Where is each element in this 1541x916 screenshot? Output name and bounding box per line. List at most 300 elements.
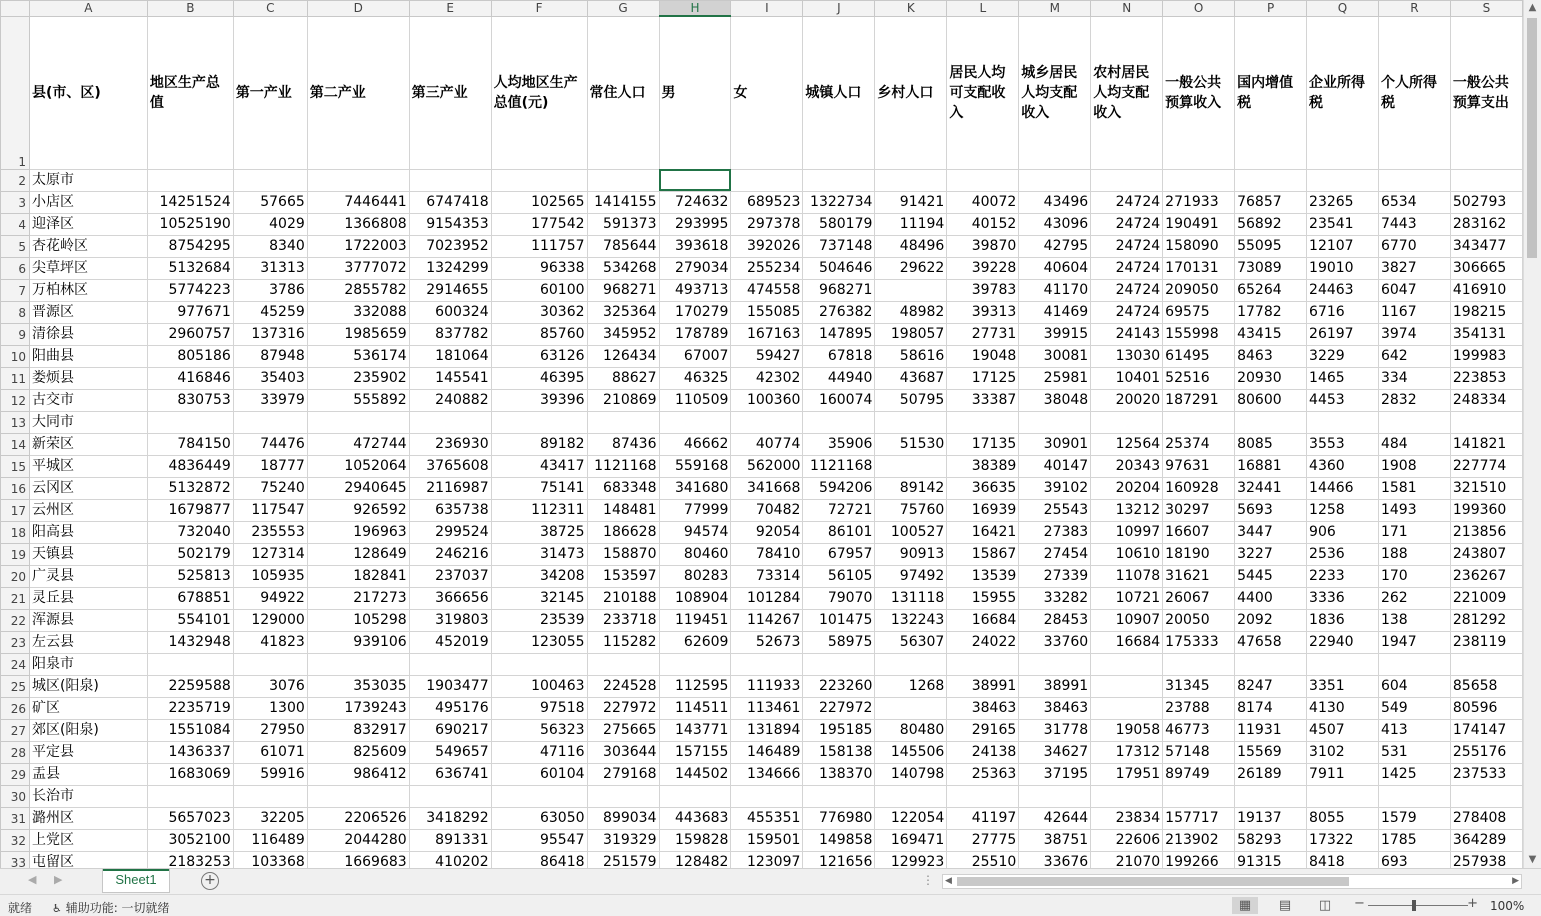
- cell[interactable]: 20020: [1091, 389, 1163, 411]
- next-sheet-icon[interactable]: ▶: [54, 873, 63, 886]
- cell[interactable]: 1785: [1378, 829, 1450, 851]
- cell[interactable]: [307, 653, 409, 675]
- cell[interactable]: 3447: [1235, 521, 1307, 543]
- cell[interactable]: 8085: [1235, 433, 1307, 455]
- cell[interactable]: [803, 653, 875, 675]
- cell[interactable]: 393618: [659, 235, 731, 257]
- cell[interactable]: [1091, 169, 1163, 191]
- cell[interactable]: 968271: [587, 279, 659, 301]
- cell[interactable]: 10401: [1091, 367, 1163, 389]
- tab-splitter-icon[interactable]: ⋮: [922, 873, 934, 887]
- cell[interactable]: 1121168: [803, 455, 875, 477]
- cell[interactable]: 22940: [1307, 631, 1379, 653]
- cell[interactable]: 89182: [491, 433, 587, 455]
- row-header[interactable]: 24: [1, 653, 30, 675]
- cell[interactable]: 48982: [875, 301, 947, 323]
- column-header[interactable]: Q: [1307, 1, 1379, 17]
- cell[interactable]: 121656: [803, 851, 875, 868]
- cell[interactable]: 17951: [1091, 763, 1163, 785]
- header-cell[interactable]: 居民人均可支配收入: [947, 16, 1019, 169]
- grid-view-icon[interactable]: ▦: [1232, 897, 1258, 914]
- cell[interactable]: 上党区: [29, 829, 147, 851]
- cell[interactable]: 1908: [1378, 455, 1450, 477]
- cell[interactable]: 227972: [803, 697, 875, 719]
- cell[interactable]: 169471: [875, 829, 947, 851]
- cell[interactable]: 158870: [587, 543, 659, 565]
- cell[interactable]: 141821: [1450, 433, 1522, 455]
- cell[interactable]: 224528: [587, 675, 659, 697]
- cell[interactable]: 2832: [1378, 389, 1450, 411]
- cell[interactable]: 199983: [1450, 345, 1522, 367]
- cell[interactable]: 56892: [1235, 213, 1307, 235]
- cell[interactable]: 24138: [947, 741, 1019, 763]
- cell[interactable]: 33979: [233, 389, 307, 411]
- cell[interactable]: 199266: [1163, 851, 1235, 868]
- cell[interactable]: 27775: [947, 829, 1019, 851]
- cell[interactable]: 343477: [1450, 235, 1522, 257]
- cell[interactable]: 16684: [1091, 631, 1163, 653]
- cell[interactable]: 127314: [233, 543, 307, 565]
- cell[interactable]: 31778: [1019, 719, 1091, 741]
- cell[interactable]: 240882: [409, 389, 491, 411]
- cell[interactable]: 210869: [587, 389, 659, 411]
- cell[interactable]: [731, 169, 803, 191]
- zoom-out-icon[interactable]: −: [1354, 896, 1365, 911]
- cell[interactable]: 227774: [1450, 455, 1522, 477]
- cell[interactable]: 34208: [491, 565, 587, 587]
- cell[interactable]: 32205: [233, 807, 307, 829]
- cell[interactable]: 17312: [1091, 741, 1163, 763]
- cell[interactable]: 364289: [1450, 829, 1522, 851]
- cell[interactable]: 94574: [659, 521, 731, 543]
- header-cell[interactable]: 第二产业: [307, 16, 409, 169]
- row-header[interactable]: 13: [1, 411, 30, 433]
- cell[interactable]: 33760: [1019, 631, 1091, 653]
- page-layout-icon[interactable]: ▤: [1278, 898, 1292, 913]
- cell[interactable]: 万柏林区: [29, 279, 147, 301]
- cell[interactable]: 19058: [1091, 719, 1163, 741]
- cell[interactable]: 3229: [1307, 345, 1379, 367]
- cell[interactable]: 31345: [1163, 675, 1235, 697]
- cell[interactable]: 236267: [1450, 565, 1522, 587]
- cell[interactable]: 10721: [1091, 587, 1163, 609]
- cell[interactable]: 178789: [659, 323, 731, 345]
- cell[interactable]: 45259: [233, 301, 307, 323]
- cell[interactable]: 187291: [1163, 389, 1235, 411]
- cell[interactable]: 148481: [587, 499, 659, 521]
- cell[interactable]: 2536: [1307, 543, 1379, 565]
- column-header[interactable]: E: [409, 1, 491, 17]
- cell[interactable]: 7446441: [307, 191, 409, 213]
- cell[interactable]: 534268: [587, 257, 659, 279]
- cell[interactable]: [587, 653, 659, 675]
- cell[interactable]: 41823: [233, 631, 307, 653]
- cell[interactable]: 41170: [1019, 279, 1091, 301]
- column-header[interactable]: G: [587, 1, 659, 17]
- row-header[interactable]: 30: [1, 785, 30, 807]
- cell[interactable]: 341680: [659, 477, 731, 499]
- cell[interactable]: [409, 785, 491, 807]
- cell[interactable]: 52673: [731, 631, 803, 653]
- row-header[interactable]: 15: [1, 455, 30, 477]
- cell[interactable]: 55095: [1235, 235, 1307, 257]
- cell[interactable]: 986412: [307, 763, 409, 785]
- cell[interactable]: [1163, 411, 1235, 433]
- cell[interactable]: 113461: [731, 697, 803, 719]
- cell[interactable]: 13212: [1091, 499, 1163, 521]
- plus-circle-icon[interactable]: +: [201, 872, 219, 890]
- cell[interactable]: [1091, 675, 1163, 697]
- cell[interactable]: 170: [1378, 565, 1450, 587]
- cell[interactable]: 562000: [731, 455, 803, 477]
- cell[interactable]: 2960757: [147, 323, 233, 345]
- cell[interactable]: 217273: [307, 587, 409, 609]
- cell[interactable]: 525813: [147, 565, 233, 587]
- cell[interactable]: 90913: [875, 543, 947, 565]
- cell[interactable]: 杏花岭区: [29, 235, 147, 257]
- cell[interactable]: 4360: [1307, 455, 1379, 477]
- cell[interactable]: 2092: [1235, 609, 1307, 631]
- cell[interactable]: [1235, 653, 1307, 675]
- cell[interactable]: [875, 411, 947, 433]
- scroll-down-icon[interactable]: ▼: [1528, 854, 1537, 865]
- header-cell[interactable]: 城乡居民人均支配收入: [1019, 16, 1091, 169]
- cell[interactable]: 25363: [947, 763, 1019, 785]
- cell[interactable]: 805186: [147, 345, 233, 367]
- cell[interactable]: 591373: [587, 213, 659, 235]
- cell[interactable]: 502793: [1450, 191, 1522, 213]
- cell[interactable]: 114511: [659, 697, 731, 719]
- cell[interactable]: [947, 785, 1019, 807]
- cell[interactable]: [659, 653, 731, 675]
- cell[interactable]: [731, 653, 803, 675]
- header-cell[interactable]: 人均地区生产总值(元): [491, 16, 587, 169]
- cell[interactable]: 138: [1378, 609, 1450, 631]
- cell[interactable]: 123055: [491, 631, 587, 653]
- cell[interactable]: 盂县: [29, 763, 147, 785]
- row-header[interactable]: 21: [1, 587, 30, 609]
- cell[interactable]: 77999: [659, 499, 731, 521]
- cell[interactable]: 416910: [1450, 279, 1522, 301]
- cell[interactable]: 159501: [731, 829, 803, 851]
- cell[interactable]: 132243: [875, 609, 947, 631]
- cell[interactable]: 321510: [1450, 477, 1522, 499]
- cell[interactable]: 531: [1378, 741, 1450, 763]
- cell[interactable]: [409, 653, 491, 675]
- cell[interactable]: 22606: [1091, 829, 1163, 851]
- row-header[interactable]: 7: [1, 279, 30, 301]
- column-header[interactable]: L: [947, 1, 1019, 17]
- cell[interactable]: 75240: [233, 477, 307, 499]
- cell[interactable]: 1324299: [409, 257, 491, 279]
- cell[interactable]: 353035: [307, 675, 409, 697]
- cell[interactable]: 392026: [731, 235, 803, 257]
- cell[interactable]: 3418292: [409, 807, 491, 829]
- cell[interactable]: [875, 455, 947, 477]
- cell[interactable]: 38725: [491, 521, 587, 543]
- cell[interactable]: 243807: [1450, 543, 1522, 565]
- cell[interactable]: 42644: [1019, 807, 1091, 829]
- cell[interactable]: 古交市: [29, 389, 147, 411]
- row-header[interactable]: 25: [1, 675, 30, 697]
- cell[interactable]: [803, 785, 875, 807]
- cell[interactable]: 1903477: [409, 675, 491, 697]
- cell[interactable]: 281292: [1450, 609, 1522, 631]
- cell[interactable]: [1163, 169, 1235, 191]
- cell[interactable]: 7023952: [409, 235, 491, 257]
- cell[interactable]: 237533: [1450, 763, 1522, 785]
- cell[interactable]: 297378: [731, 213, 803, 235]
- cell[interactable]: 17322: [1307, 829, 1379, 851]
- cell[interactable]: 2940645: [307, 477, 409, 499]
- cell[interactable]: 57665: [233, 191, 307, 213]
- cell[interactable]: 72721: [803, 499, 875, 521]
- row-header[interactable]: 18: [1, 521, 30, 543]
- cell[interactable]: 13539: [947, 565, 1019, 587]
- cell[interactable]: 196963: [307, 521, 409, 543]
- cell[interactable]: 38389: [947, 455, 1019, 477]
- cell[interactable]: 100463: [491, 675, 587, 697]
- cell[interactable]: [1378, 653, 1450, 675]
- cell[interactable]: 174147: [1450, 719, 1522, 741]
- cell[interactable]: 4507: [1307, 719, 1379, 741]
- cell[interactable]: 38751: [1019, 829, 1091, 851]
- cell[interactable]: 1121168: [587, 455, 659, 477]
- cell[interactable]: 32145: [491, 587, 587, 609]
- cell[interactable]: 24724: [1091, 257, 1163, 279]
- cell[interactable]: 33387: [947, 389, 1019, 411]
- cell[interactable]: [659, 169, 731, 191]
- header-cell[interactable]: 乡村人口: [875, 16, 947, 169]
- cell[interactable]: 20050: [1163, 609, 1235, 631]
- cell[interactable]: 16939: [947, 499, 1019, 521]
- cell[interactable]: 80460: [659, 543, 731, 565]
- cell[interactable]: 1322734: [803, 191, 875, 213]
- cell[interactable]: 80283: [659, 565, 731, 587]
- cell[interactable]: 2206526: [307, 807, 409, 829]
- cell[interactable]: 小店区: [29, 191, 147, 213]
- cell[interactable]: 屯留区: [29, 851, 147, 868]
- cell[interactable]: 平定县: [29, 741, 147, 763]
- cell[interactable]: 51530: [875, 433, 947, 455]
- cell[interactable]: 157155: [659, 741, 731, 763]
- cell[interactable]: 8247: [1235, 675, 1307, 697]
- cell[interactable]: 47658: [1235, 631, 1307, 653]
- cell[interactable]: 67957: [803, 543, 875, 565]
- cell[interactable]: 1414155: [587, 191, 659, 213]
- row-header[interactable]: 22: [1, 609, 30, 631]
- cell[interactable]: 长治市: [29, 785, 147, 807]
- prev-sheet-icon[interactable]: ◀: [28, 873, 37, 886]
- cell[interactable]: 47116: [491, 741, 587, 763]
- cell[interactable]: 345952: [587, 323, 659, 345]
- cell[interactable]: [147, 411, 233, 433]
- cell[interactable]: 19048: [947, 345, 1019, 367]
- cell[interactable]: 15569: [1235, 741, 1307, 763]
- row-header[interactable]: 3: [1, 191, 30, 213]
- cell[interactable]: 60104: [491, 763, 587, 785]
- cell[interactable]: 平城区: [29, 455, 147, 477]
- cell[interactable]: 24463: [1307, 279, 1379, 301]
- cell[interactable]: 5132872: [147, 477, 233, 499]
- cell[interactable]: 44940: [803, 367, 875, 389]
- cell[interactable]: 146489: [731, 741, 803, 763]
- cell[interactable]: 73089: [1235, 257, 1307, 279]
- cell[interactable]: [947, 169, 1019, 191]
- header-cell[interactable]: 城镇人口: [803, 16, 875, 169]
- cell[interactable]: 70482: [731, 499, 803, 521]
- cell[interactable]: 1669683: [307, 851, 409, 868]
- cell[interactable]: 1679877: [147, 499, 233, 521]
- cell[interactable]: 105935: [233, 565, 307, 587]
- cell[interactable]: 1436337: [147, 741, 233, 763]
- cell[interactable]: 210188: [587, 587, 659, 609]
- cell[interactable]: 61071: [233, 741, 307, 763]
- cell[interactable]: 199360: [1450, 499, 1522, 521]
- cell[interactable]: 12107: [1307, 235, 1379, 257]
- cell[interactable]: [875, 785, 947, 807]
- cell[interactable]: 39313: [947, 301, 1019, 323]
- cell[interactable]: [233, 785, 307, 807]
- row-header[interactable]: 23: [1, 631, 30, 653]
- cell[interactable]: 16881: [1235, 455, 1307, 477]
- cell[interactable]: 15955: [947, 587, 1019, 609]
- cell[interactable]: [1091, 697, 1163, 719]
- cell[interactable]: 175333: [1163, 631, 1235, 653]
- cell[interactable]: 145541: [409, 367, 491, 389]
- cell[interactable]: 38991: [1019, 675, 1091, 697]
- cell[interactable]: [307, 785, 409, 807]
- cell[interactable]: 73314: [731, 565, 803, 587]
- cell[interactable]: 97492: [875, 565, 947, 587]
- row-header[interactable]: 20: [1, 565, 30, 587]
- cell[interactable]: 122054: [875, 807, 947, 829]
- cell[interactable]: 89142: [875, 477, 947, 499]
- cell[interactable]: [659, 411, 731, 433]
- header-cell[interactable]: 地区生产总值: [147, 16, 233, 169]
- cell[interactable]: 43496: [1019, 191, 1091, 213]
- cell[interactable]: 209050: [1163, 279, 1235, 301]
- cell[interactable]: 140798: [875, 763, 947, 785]
- cell[interactable]: [875, 279, 947, 301]
- cell[interactable]: [1378, 785, 1450, 807]
- cell[interactable]: 晋源区: [29, 301, 147, 323]
- row-header[interactable]: 12: [1, 389, 30, 411]
- cell[interactable]: 25981: [1019, 367, 1091, 389]
- cell[interactable]: [491, 785, 587, 807]
- column-header[interactable]: C: [233, 1, 307, 17]
- cell[interactable]: 33676: [1019, 851, 1091, 868]
- cell[interactable]: 891331: [409, 829, 491, 851]
- cell[interactable]: 1579: [1378, 807, 1450, 829]
- select-all-corner[interactable]: [1, 1, 30, 17]
- row-header[interactable]: 19: [1, 543, 30, 565]
- cell[interactable]: [491, 411, 587, 433]
- cell[interactable]: 223260: [803, 675, 875, 697]
- cell[interactable]: [409, 169, 491, 191]
- zoom-slider[interactable]: [1354, 896, 1478, 912]
- cell[interactable]: 56307: [875, 631, 947, 653]
- cell[interactable]: 2855782: [307, 279, 409, 301]
- cell[interactable]: 147895: [803, 323, 875, 345]
- cell[interactable]: 1551084: [147, 719, 233, 741]
- cell[interactable]: 1739243: [307, 697, 409, 719]
- cell[interactable]: [587, 785, 659, 807]
- cell[interactable]: 63050: [491, 807, 587, 829]
- cell[interactable]: 娄烦县: [29, 367, 147, 389]
- cell[interactable]: 554101: [147, 609, 233, 631]
- column-header[interactable]: I: [731, 1, 803, 17]
- cell[interactable]: 255176: [1450, 741, 1522, 763]
- cell[interactable]: 1268: [875, 675, 947, 697]
- cell[interactable]: 549: [1378, 697, 1450, 719]
- cell[interactable]: 455351: [731, 807, 803, 829]
- cell[interactable]: 43415: [1235, 323, 1307, 345]
- cell[interactable]: 968271: [803, 279, 875, 301]
- column-header[interactable]: F: [491, 1, 587, 17]
- cell[interactable]: 143771: [659, 719, 731, 741]
- cell[interactable]: 279034: [659, 257, 731, 279]
- header-cell[interactable]: 个人所得税: [1378, 16, 1450, 169]
- cell[interactable]: 26067: [1163, 587, 1235, 609]
- cell[interactable]: 14251524: [147, 191, 233, 213]
- cell[interactable]: [947, 653, 1019, 675]
- cell[interactable]: 6747418: [409, 191, 491, 213]
- cell[interactable]: 8418: [1307, 851, 1379, 868]
- cell[interactable]: 95547: [491, 829, 587, 851]
- cell[interactable]: 30362: [491, 301, 587, 323]
- cell[interactable]: 61495: [1163, 345, 1235, 367]
- cell[interactable]: [947, 411, 1019, 433]
- cell[interactable]: 56105: [803, 565, 875, 587]
- cell[interactable]: 102565: [491, 191, 587, 213]
- cell[interactable]: 276382: [803, 301, 875, 323]
- cell[interactable]: 153597: [587, 565, 659, 587]
- cell[interactable]: 40774: [731, 433, 803, 455]
- cell[interactable]: 1425: [1378, 763, 1450, 785]
- cell[interactable]: [875, 697, 947, 719]
- cell[interactable]: 24724: [1091, 213, 1163, 235]
- cell[interactable]: 4130: [1307, 697, 1379, 719]
- header-cell[interactable]: 第一产业: [233, 16, 307, 169]
- cell[interactable]: 34627: [1019, 741, 1091, 763]
- cell[interactable]: 635738: [409, 499, 491, 521]
- cell[interactable]: [233, 653, 307, 675]
- cell[interactable]: [147, 169, 233, 191]
- column-header[interactable]: P: [1235, 1, 1307, 17]
- cell[interactable]: 5445: [1235, 565, 1307, 587]
- cell[interactable]: 170131: [1163, 257, 1235, 279]
- cell[interactable]: 3553: [1307, 433, 1379, 455]
- cell[interactable]: 7911: [1307, 763, 1379, 785]
- cell[interactable]: 732040: [147, 521, 233, 543]
- cell[interactable]: [587, 169, 659, 191]
- cell[interactable]: [491, 653, 587, 675]
- column-header[interactable]: R: [1378, 1, 1450, 17]
- cell[interactable]: [1091, 785, 1163, 807]
- row-header[interactable]: 10: [1, 345, 30, 367]
- cell[interactable]: 3827: [1378, 257, 1450, 279]
- cell[interactable]: 221009: [1450, 587, 1522, 609]
- cell[interactable]: 319803: [409, 609, 491, 631]
- cell[interactable]: 108904: [659, 587, 731, 609]
- cell[interactable]: 4400: [1235, 587, 1307, 609]
- header-cell[interactable]: 县(市、区): [29, 16, 147, 169]
- cell[interactable]: 33282: [1019, 587, 1091, 609]
- column-header[interactable]: S: [1450, 1, 1522, 17]
- cell[interactable]: 25543: [1019, 499, 1091, 521]
- cell[interactable]: 1493: [1378, 499, 1450, 521]
